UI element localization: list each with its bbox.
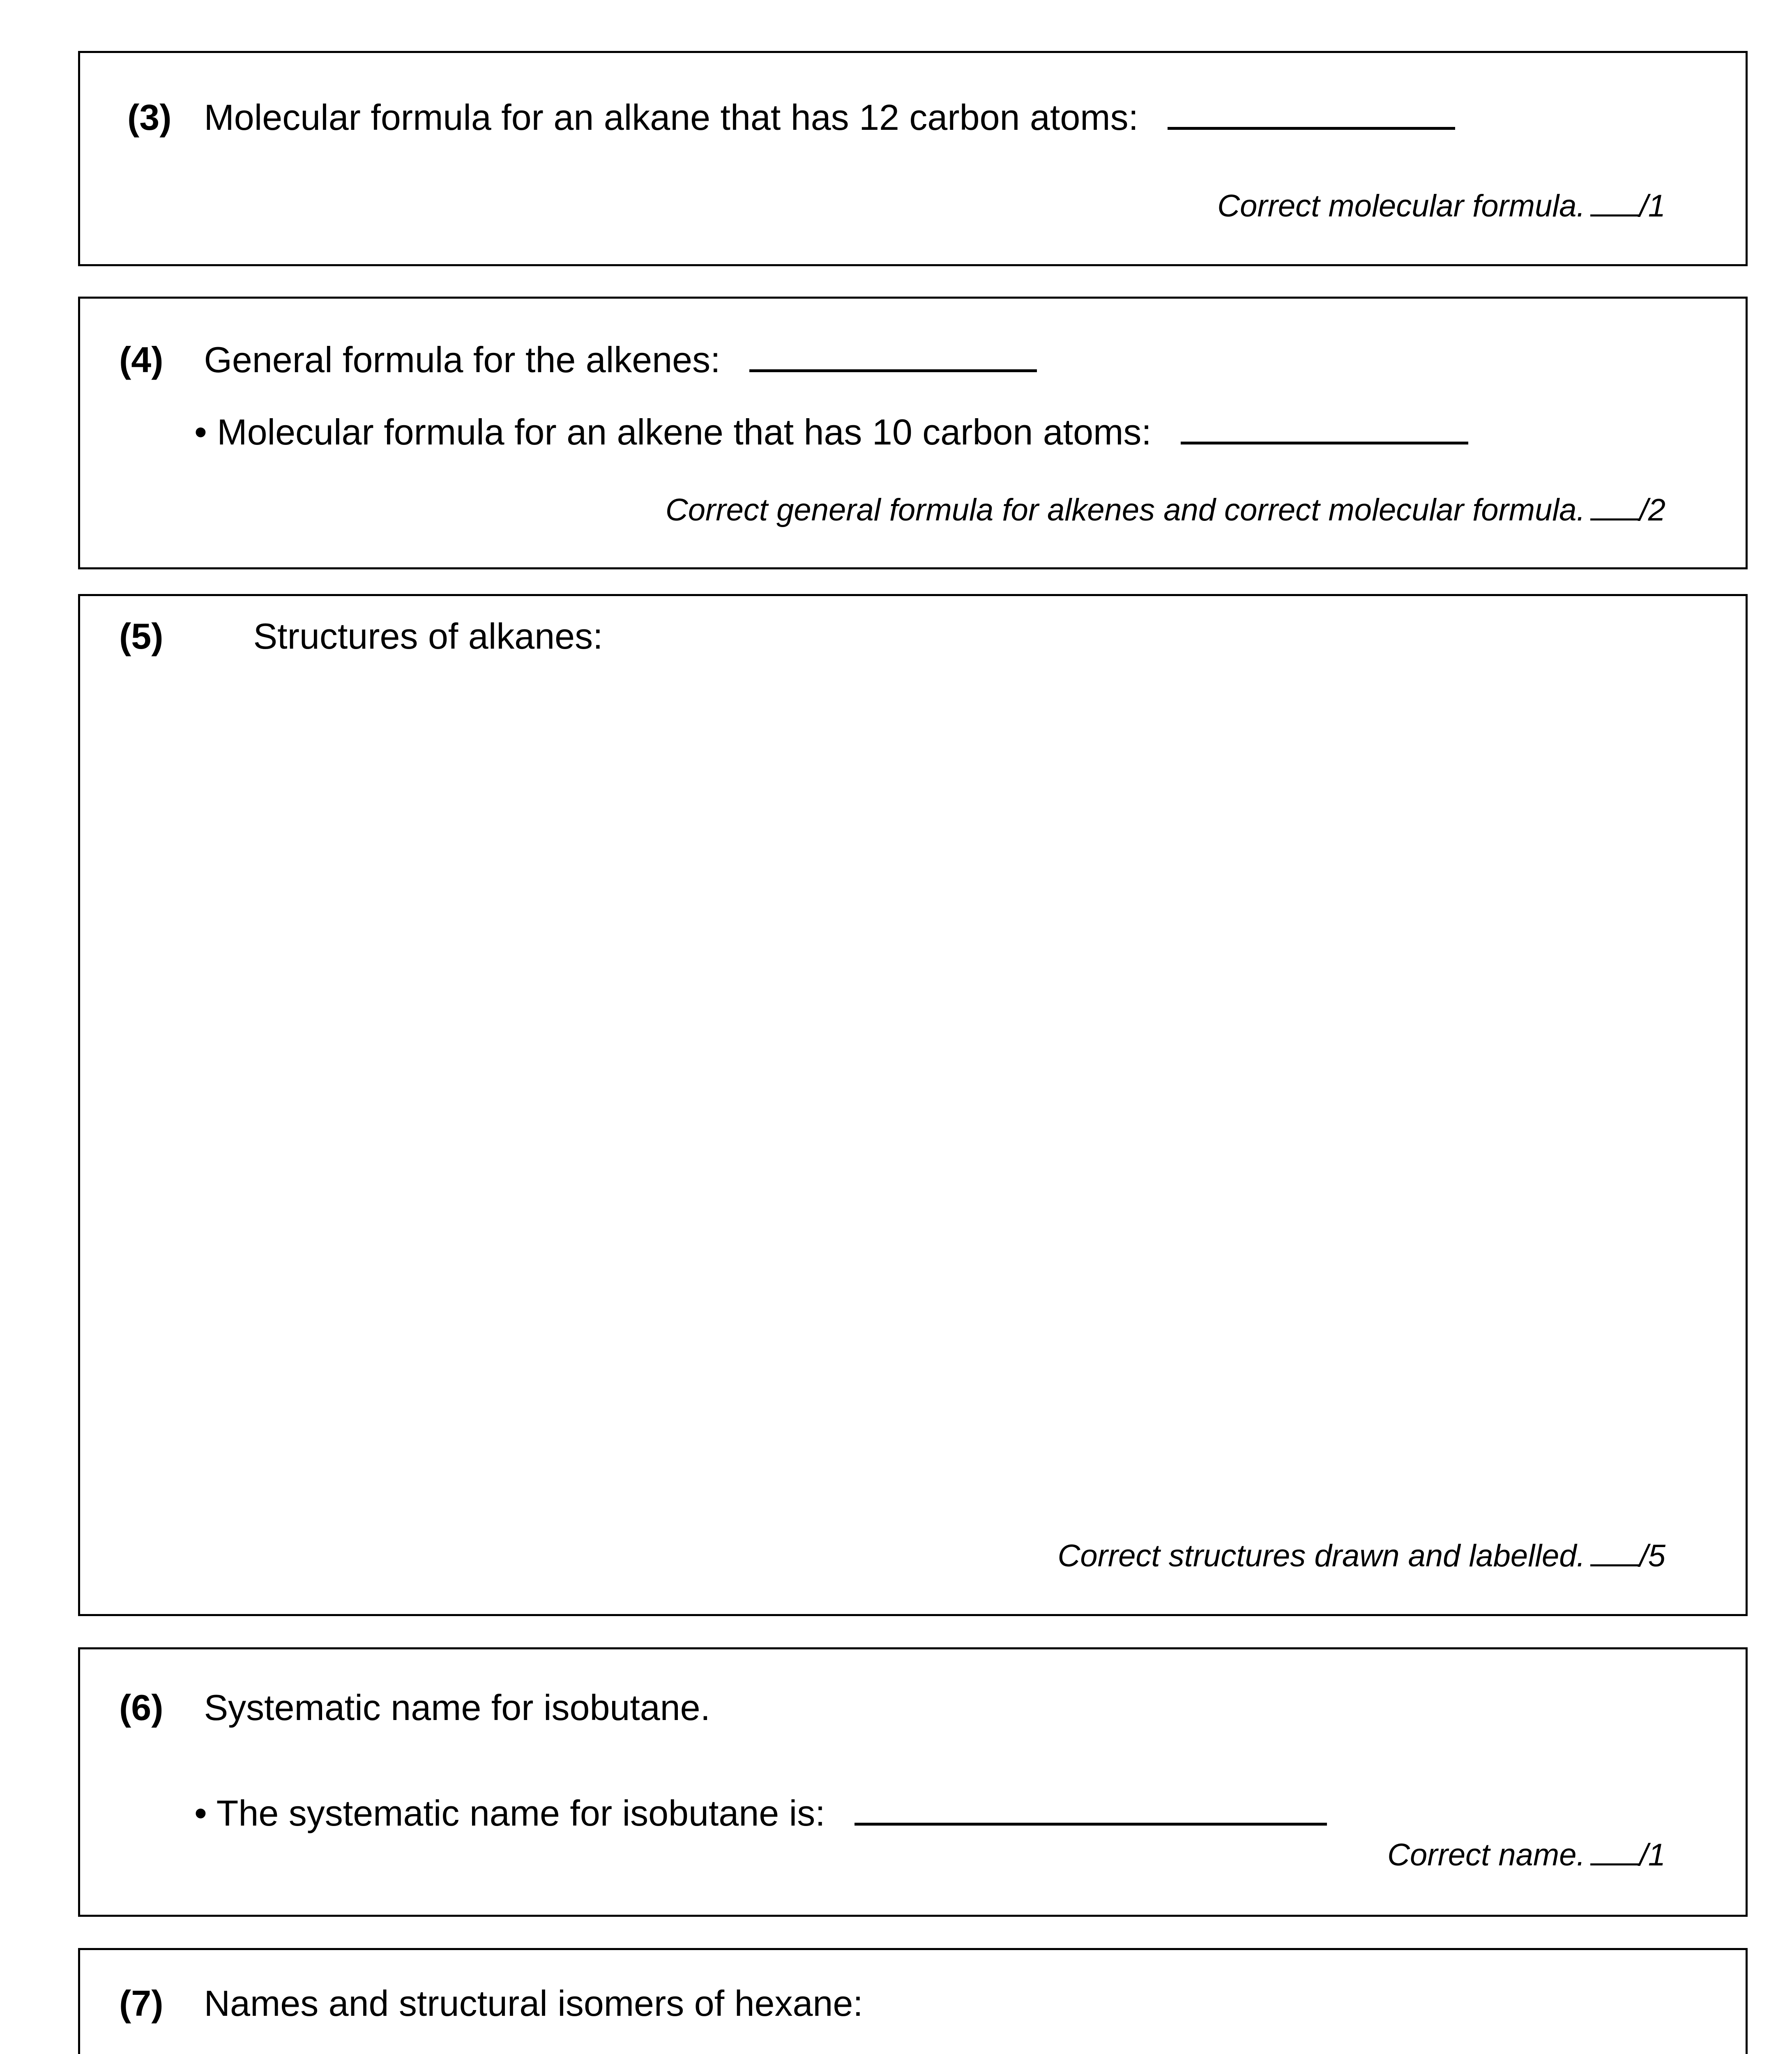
question-3-score-blank[interactable] [1590,190,1640,216]
question-5-criteria: Correct structures drawn and labelled. [1057,1538,1585,1573]
question-6-answer-blank[interactable] [855,1789,1327,1826]
question-5-box [78,594,1748,1616]
question-6-score-blank[interactable] [1590,1839,1640,1865]
question-4-criteria: Correct general formula for alkenes and correct molecular formula. [665,493,1585,527]
question-4-molecular-formula-blank[interactable] [1181,408,1468,444]
question-4-number: (4) [119,339,164,380]
question-3-box [78,51,1748,266]
bullet-icon: • [194,1793,207,1833]
question-3-criteria: Correct molecular formula. [1217,189,1585,223]
question-4-bullet-text: Molecular formula for an alkene that has 10 carbon atoms: [217,412,1152,452]
question-5-number: (5) [119,616,164,656]
question-3-answer-blank[interactable] [1168,93,1455,130]
question-4-prompt [119,336,1037,380]
question-3-prompt [127,93,1455,138]
question-3-text: Molecular formula for an alkane that has 12 carbon atoms: [204,97,1139,138]
question-7-prompt [119,1983,863,2024]
bullet-icon: • [194,412,207,452]
question-4-max: /2 [1639,493,1665,527]
question-5-score-blank[interactable] [1590,1540,1640,1566]
question-4-bullet [194,408,1468,453]
question-6-box [78,1647,1748,1917]
question-3-max: /1 [1639,189,1665,223]
question-4-score-blank[interactable] [1590,494,1640,520]
question-4-general-formula-blank[interactable] [749,336,1037,372]
question-5-max: /5 [1639,1538,1665,1573]
question-7-text: Names and structural isomers of hexane: [204,1983,863,2024]
question-5-prompt [119,616,603,657]
question-6-max: /1 [1639,1838,1665,1872]
question-5-text: Structures of alkanes: [253,616,603,656]
question-7-drawing-area[interactable] [119,2040,1705,2054]
question-6-text: Systematic name for isobutane. [204,1687,711,1728]
question-4-score [666,492,1665,529]
question-4-text: General formula for the alkenes: [204,339,721,380]
question-5-drawing-area[interactable] [119,678,1705,1479]
question-6-criteria: Correct name. [1387,1838,1585,1872]
question-3-number: (3) [127,97,172,138]
question-3-score [1217,188,1665,225]
question-6-number: (6) [119,1687,164,1728]
question-4-box [78,297,1748,569]
question-6-bullet [194,1789,1327,1834]
question-5-score [1057,1538,1665,1575]
question-7-box [78,1948,1748,2054]
question-6-prompt [119,1687,710,1728]
question-6-score [1387,1837,1665,1874]
question-7-number: (7) [119,1983,164,2024]
question-6-bullet-text: The systematic name for isobutane is: [216,1793,825,1833]
